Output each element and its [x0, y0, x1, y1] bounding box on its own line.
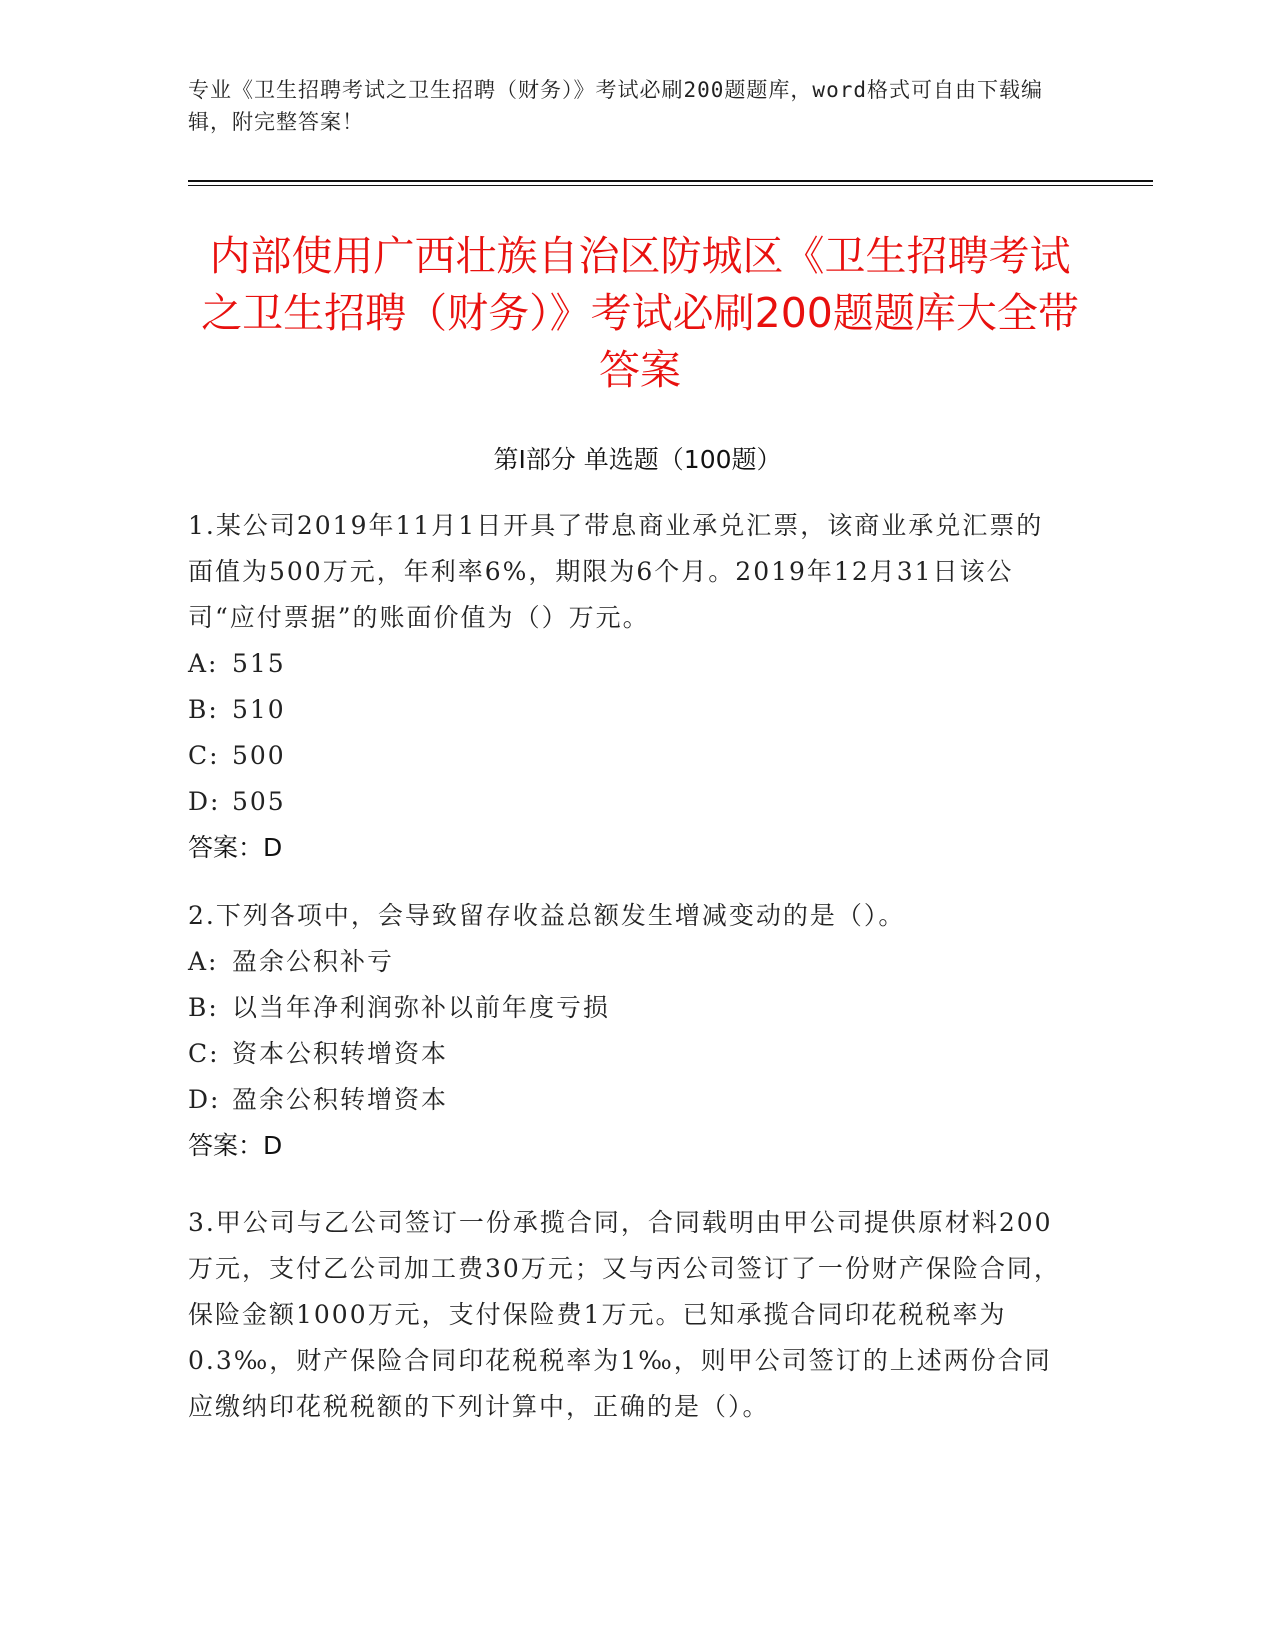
option-a [188, 939, 1068, 985]
document-title: 内部使用广西壮族自治区防城区《卫生招聘考试之卫生招聘（财务）》考试必刷200题题库大全带答案 [201, 232, 1079, 394]
question-stem: 2.下列各项中，会导致留存收益总额发生增减变动的是（）。 [188, 901, 906, 930]
option-d [188, 1077, 1068, 1123]
option-text: 盈余公积转增资本 [232, 1085, 449, 1114]
option-key: A: [188, 947, 219, 976]
option-text: 以当年净利润弥补以前年度亏损 [232, 993, 611, 1022]
question-3 [188, 1200, 1068, 1430]
option-key: A: [188, 649, 219, 678]
option-key: C: [188, 741, 220, 770]
option-key: B: [188, 695, 219, 724]
header-divider [188, 180, 1153, 182]
question-2 [188, 893, 1068, 1169]
section-heading: 第I部分 单选题（100题） [493, 445, 782, 474]
answer: 答案：D [188, 1131, 283, 1160]
option-text: 资本公积转增资本 [232, 1039, 449, 1068]
option-key: C: [188, 1039, 220, 1068]
option-c [188, 1031, 1068, 1077]
question-1 [188, 503, 1068, 871]
option-key: D: [188, 787, 221, 816]
option-text: 500 [232, 741, 286, 770]
option-c [188, 733, 1068, 779]
option-text: 505 [232, 787, 286, 816]
header-note: 专业《卫生招聘考试之卫生招聘（财务）》考试必刷200题题库，word格式可自由下载编辑，附完整答案！ [188, 78, 1043, 134]
header-divider-thin [188, 185, 1153, 186]
question-stem: 3.甲公司与乙公司签订一份承揽合同，合同载明由甲公司提供原材料200万元，支付乙公司加工费30万元；又与丙公司签订了一份财产保险合同，保险金额1000万元，支付保险费1万元。已知承揽合同印花税税率为0.3‰，财产保险合同印花税税率为1‰，则甲公司签订的上述两份合同应缴纳印花税税额的下列计算中，正确的是（）。 [188, 1208, 1061, 1421]
option-a [188, 641, 1068, 687]
option-key: B: [188, 993, 219, 1022]
option-text: 510 [232, 695, 286, 724]
option-b [188, 985, 1068, 1031]
option-text: 盈余公积补亏 [232, 947, 395, 976]
option-d [188, 779, 1068, 825]
question-stem: 1.某公司2019年11月1日开具了带息商业承兑汇票，该商业承兑汇票的面值为500万元，年利率6%，期限为6个月。2019年12月31日该公司“应付票据”的账面价值为（）万元。 [188, 511, 1044, 632]
option-b [188, 687, 1068, 733]
answer: 答案：D [188, 833, 283, 862]
option-key: D: [188, 1085, 221, 1114]
option-text: 515 [232, 649, 286, 678]
